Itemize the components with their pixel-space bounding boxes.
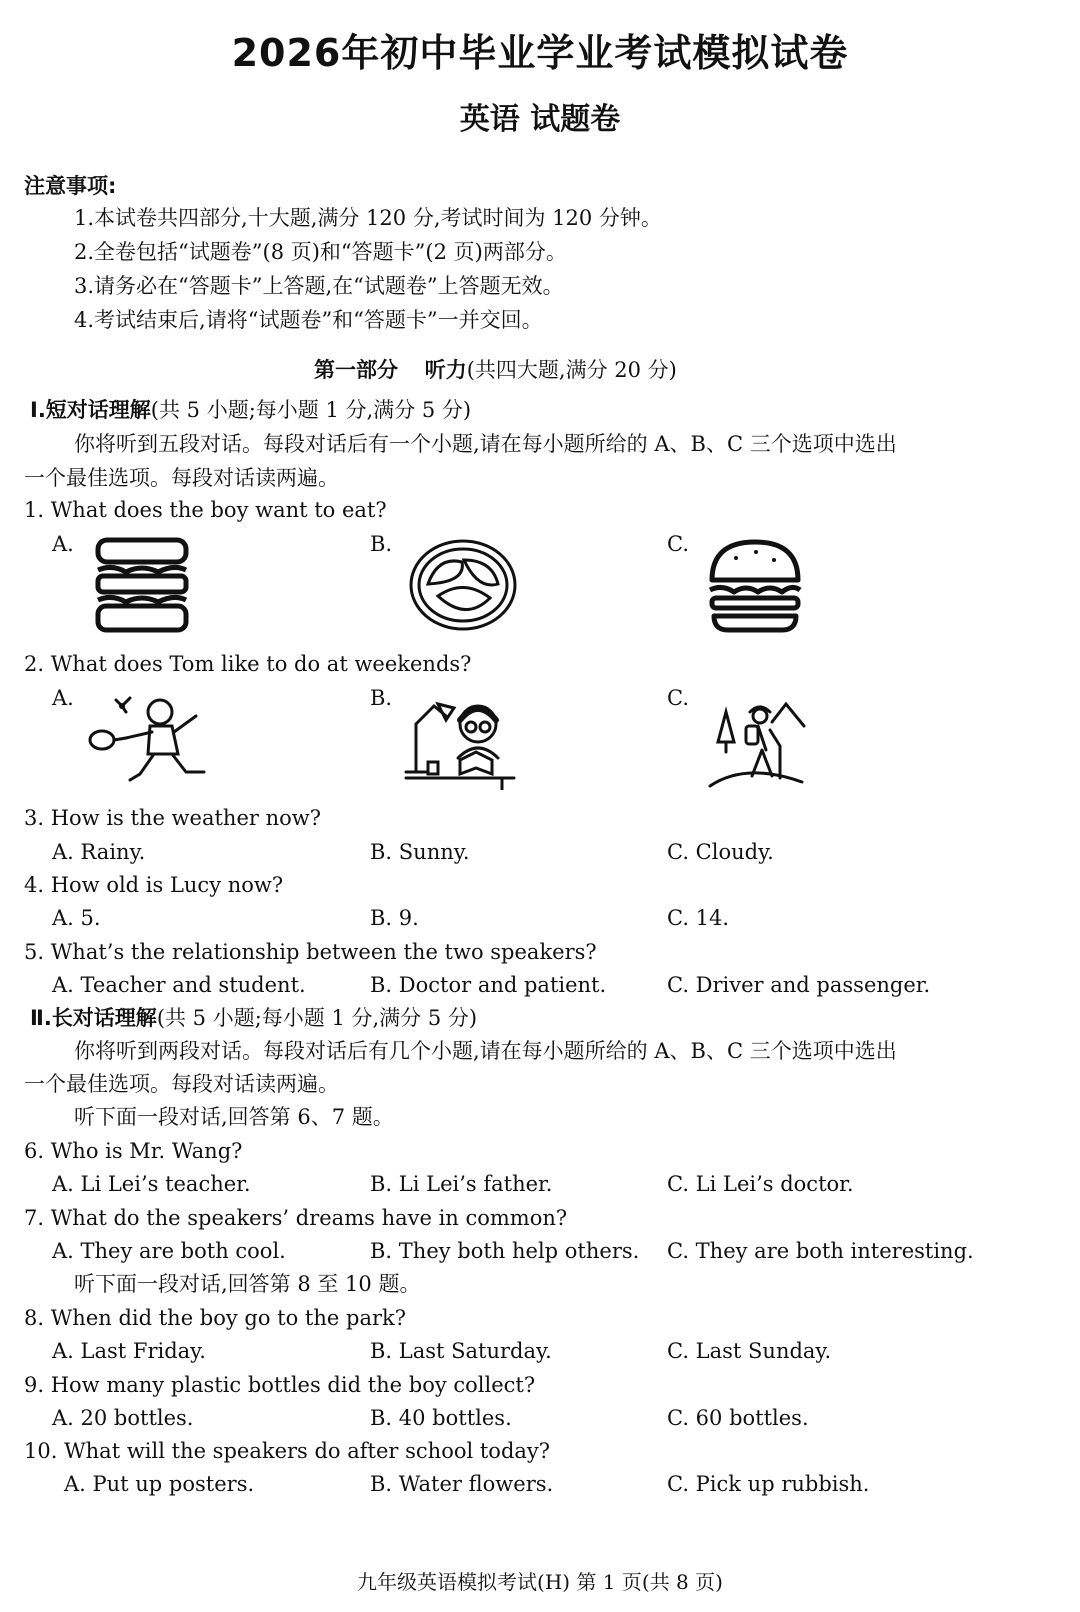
- question-5: 5. What’s the relationship between the two speakers?: [24, 940, 597, 964]
- question-10: 10. What will the speakers do after school today?: [24, 1439, 551, 1463]
- section-1-desc: (共 5 小题;每小题 1 分,满分 5 分): [150, 398, 472, 422]
- question-6-option-c: C. Li Lei’s doctor.: [667, 1172, 854, 1196]
- section-2-num: Ⅱ.: [30, 1006, 52, 1030]
- question-5-option-c: C. Driver and passenger.: [667, 973, 931, 997]
- notice-item-1: 1.本试卷共四部分,十大题,满分 120 分,考试时间为 120 分钟。: [74, 206, 662, 230]
- question-6-option-a: A. Li Lei’s teacher.: [52, 1172, 251, 1196]
- question-3-option-a: A. Rainy.: [52, 840, 146, 864]
- part1-header: [314, 356, 677, 384]
- part1-name: 听力: [424, 358, 467, 382]
- question-3: 3. How is the weather now?: [24, 806, 321, 830]
- notice-heading: 注意事项:: [24, 174, 117, 198]
- question-1: 1. What does the boy want to eat?: [24, 498, 387, 522]
- section-1-name: 短对话理解: [45, 398, 151, 422]
- question-8-option-c: C. Last Sunday.: [667, 1339, 832, 1363]
- question-7: 7. What do the speakers’ dreams have in common?: [24, 1206, 568, 1230]
- question-8-option-a: A. Last Friday.: [52, 1339, 206, 1363]
- question-10-option-b: B. Water flowers.: [370, 1472, 554, 1496]
- question-1-option-c: C.: [667, 532, 689, 556]
- question-4: 4. How old is Lucy now?: [24, 873, 284, 897]
- section-2-header: [30, 1004, 477, 1032]
- question-9: 9. How many plastic bottles did the boy collect?: [24, 1373, 536, 1397]
- hiking-image: [706, 692, 806, 792]
- dumplings-image: [408, 538, 518, 632]
- question-2-option-c: C.: [667, 686, 689, 710]
- section-1-instruction-1: 你将听到五段对话。每段对话后有一个小题,请在每小题所给的 A、B、C 三个选项中选出: [74, 432, 897, 456]
- question-6-option-b: B. Li Lei’s father.: [370, 1172, 553, 1196]
- notice-item-4: 4.考试结束后,请将“试题卷”和“答题卡”一并交回。: [74, 308, 543, 332]
- notice-item-2: 2.全卷包括“试题卷”(8 页)和“答题卡”(2 页)两部分。: [74, 240, 567, 264]
- dialog-1-instruction: 听下面一段对话,回答第 6、7 题。: [74, 1105, 394, 1129]
- exam-title: 2026年初中毕业学业考试模拟试卷: [231, 31, 849, 75]
- question-8: 8. When did the boy go to the park?: [24, 1306, 406, 1330]
- question-9-option-a: A. 20 bottles.: [52, 1406, 194, 1430]
- question-2: 2. What does Tom like to do at weekends?: [24, 652, 472, 676]
- page-footer: 九年级英语模拟考试(H) 第 1 页(共 8 页): [357, 1570, 723, 1594]
- badminton-image: [86, 694, 210, 788]
- section-2-instruction-2: 一个最佳选项。每段对话读两遍。: [24, 1072, 339, 1096]
- question-5-option-b: B. Doctor and patient.: [370, 973, 607, 997]
- question-3-option-b: B. Sunny.: [370, 840, 470, 864]
- question-7-option-c: C. They are both interesting.: [667, 1239, 974, 1263]
- question-7-option-a: A. They are both cool.: [52, 1239, 286, 1263]
- sandwich-image: [92, 536, 192, 636]
- part1-title: 第一部分: [314, 358, 398, 382]
- question-7-option-b: B. They both help others.: [370, 1239, 640, 1263]
- question-9-option-b: B. 40 bottles.: [370, 1406, 512, 1430]
- question-1-option-a: A.: [52, 532, 74, 556]
- question-10-option-a: A. Put up posters.: [64, 1472, 255, 1496]
- section-2-name: 长对话理解: [51, 1006, 157, 1030]
- reading-image: [402, 694, 518, 790]
- section-1-header: [30, 396, 471, 424]
- part1-desc: (共四大题,满分 20 分): [466, 358, 677, 382]
- question-10-option-c: C. Pick up rubbish.: [667, 1472, 870, 1496]
- section-2-instruction-1: 你将听到两段对话。每段对话后有几个小题,请在每小题所给的 A、B、C 三个选项中选出: [74, 1039, 897, 1063]
- notice-item-3: 3.请务必在“答题卡”上答题,在“试题卷”上答题无效。: [74, 274, 564, 298]
- exam-subtitle: 英语 试题卷: [459, 102, 621, 137]
- question-3-option-c: C. Cloudy.: [667, 840, 774, 864]
- hamburger-image: [706, 536, 804, 634]
- dialog-2-instruction: 听下面一段对话,回答第 8 至 10 题。: [74, 1272, 421, 1296]
- question-2-option-b: B.: [370, 686, 393, 710]
- section-1-instruction-2: 一个最佳选项。每段对话读两遍。: [24, 466, 339, 490]
- question-2-option-a: A.: [52, 686, 74, 710]
- question-8-option-b: B. Last Saturday.: [370, 1339, 552, 1363]
- question-9-option-c: C. 60 bottles.: [667, 1406, 809, 1430]
- question-4-option-a: A. 5.: [52, 906, 101, 930]
- question-6: 6. Who is Mr. Wang?: [24, 1139, 243, 1163]
- question-4-option-b: B. 9.: [370, 906, 419, 930]
- question-5-option-a: A. Teacher and student.: [52, 973, 306, 997]
- question-4-option-c: C. 14.: [667, 906, 730, 930]
- question-1-option-b: B.: [370, 532, 393, 556]
- section-1-num: Ⅰ.: [30, 398, 46, 422]
- section-2-desc: (共 5 小题;每小题 1 分,满分 5 分): [156, 1006, 478, 1030]
